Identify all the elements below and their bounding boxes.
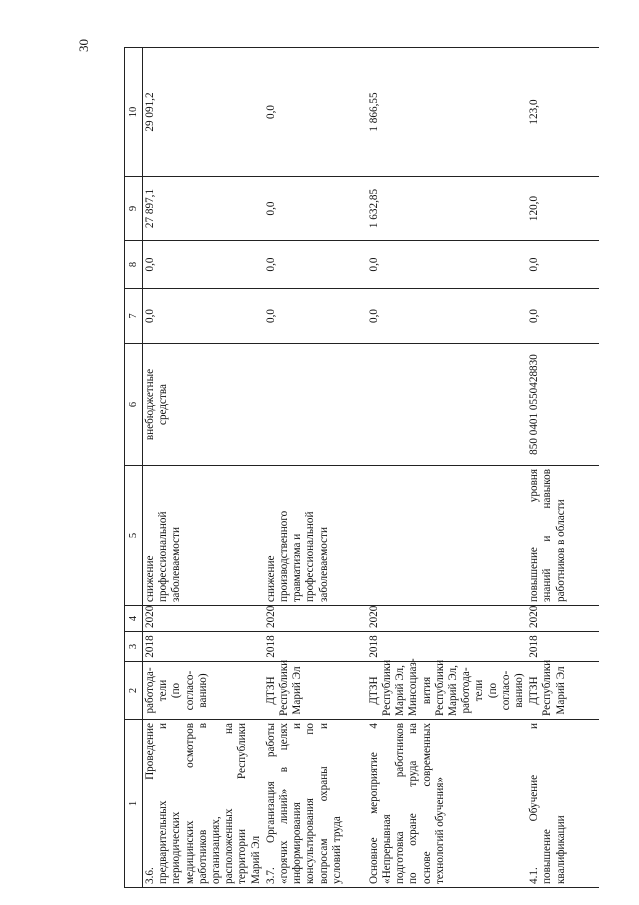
measure-name-cell-line: периодических — [170, 811, 183, 884]
measure-name-cell-line: вопросам охраны и — [317, 723, 330, 884]
expected-result-cell-line: производственного — [278, 510, 291, 602]
measure-name-cell-line: подготовка работников — [394, 723, 407, 884]
measure-name-cell — [264, 720, 367, 888]
measure-name-cell-line: 3.7. Организация работы — [264, 723, 277, 884]
measure-name-cell — [367, 720, 527, 888]
start-year-cell: 2018 — [527, 632, 599, 662]
measure-name-cell-line: Основное мероприятие 4 — [367, 723, 380, 884]
executor-cell-line: Марий Эл — [291, 666, 304, 715]
end-year-cell: 2020 — [367, 606, 527, 632]
header-cell: 4 — [125, 606, 143, 632]
executor-cell — [143, 662, 264, 720]
value-cell-10: 1 866,55 — [367, 48, 527, 177]
value-cell-10: 29 091,2 — [143, 48, 264, 177]
measure-name-cell-line: условий труда — [330, 816, 343, 884]
expected-result-cell-line: знаний и навыков — [541, 469, 554, 602]
measure-name-cell-line: 3.6. Проведение — [144, 723, 156, 884]
expected-result-cell — [264, 466, 367, 606]
measure-name-cell-line: квалификации — [554, 815, 567, 884]
measure-name-cell-line: «горячих линий» в целях — [278, 723, 291, 884]
end-year-cell: 2020 — [143, 606, 264, 632]
measure-name-cell-line: «Непрерывная — [381, 814, 394, 884]
expected-result-cell — [367, 466, 527, 606]
executor-cell-line: ДТЗН — [264, 676, 277, 705]
executor-cell-line: ванию) — [513, 673, 526, 708]
expected-result-cell-line: заболеваемости — [170, 527, 183, 602]
executor-cell — [264, 659, 367, 720]
header-cell: 10 — [125, 48, 143, 177]
page-number: 30 — [76, 39, 91, 52]
header-cell: 9 — [125, 177, 143, 241]
executor-cell-line: Марий Эл, — [394, 665, 407, 716]
measure-name-cell-line: консультирования по — [304, 723, 317, 884]
value-cell-8: 0,0 — [143, 241, 264, 289]
measure-name-cell-line: медицинских осмотров — [183, 723, 196, 884]
value-cell-8: 0,0 — [367, 241, 527, 289]
value-cell-10: 0,0 — [264, 48, 367, 177]
measure-name-cell-line: расположенных на — [223, 723, 236, 884]
value-cell-7: 0,0 — [264, 289, 367, 344]
executor-cell-line: Марий Эл — [554, 666, 567, 715]
header-cell: 7 — [125, 289, 143, 344]
measure-name-cell-line: информирования и — [291, 723, 304, 884]
measure-name-cell — [143, 720, 264, 888]
expected-result-cell-line: профессиональной — [157, 511, 170, 602]
measure-name-cell-line: организациях, — [210, 816, 223, 884]
value-cell-9: 27 897,1 — [143, 177, 264, 241]
executor-cell-line: Республики — [381, 659, 394, 716]
measure-name-cell-line: предварительных и — [157, 723, 170, 884]
executor-cell-line: Республики — [541, 659, 554, 716]
budget-code-cell-line: внебюджетные — [144, 368, 156, 441]
executor-cell-line: Республики — [433, 659, 446, 716]
start-year-cell: 2018 — [264, 632, 367, 662]
budget-code-cell-line: 850 0401 0550428830 — [528, 354, 541, 455]
table-row — [527, 48, 599, 888]
budget-code-cell-line: средства — [157, 383, 170, 426]
expected-result-cell — [527, 466, 599, 606]
value-cell-7: 0,0 — [367, 289, 527, 344]
header-cell: 8 — [125, 241, 143, 289]
executor-cell-line: (по согласо- — [170, 670, 196, 711]
executor-cell-line: вития — [420, 676, 433, 705]
measure-name-cell — [527, 720, 599, 888]
executor-cell-line: ванию) — [196, 673, 209, 708]
table-row — [264, 48, 367, 888]
budget-code-cell — [527, 344, 599, 466]
value-cell-7: 0,0 — [143, 289, 264, 344]
expected-result-cell — [143, 466, 264, 606]
expected-result-cell-line: травматизма и — [291, 533, 304, 602]
measure-name-cell-line: 4.1. Обучение и — [528, 723, 541, 884]
end-year-cell: 2020 — [264, 606, 367, 632]
measure-name-cell-line: основе современных — [420, 723, 433, 884]
measure-name-cell-line: по охране труда на — [407, 723, 420, 884]
executor-cell-line: тели — [473, 679, 486, 702]
budget-code-cell — [143, 344, 264, 466]
budget-code-cell — [264, 344, 367, 466]
expected-result-cell-line: профессиональной — [304, 511, 317, 602]
header-cell: 3 — [125, 632, 143, 662]
header-row — [125, 48, 143, 888]
header-cell: 5 — [125, 466, 143, 606]
executor-cell-line: работода- — [144, 667, 156, 714]
measure-name-cell-line: Марий Эл — [249, 835, 262, 884]
executor-cell-line: ДТЗН — [528, 676, 541, 705]
start-year-cell: 2018 — [367, 632, 527, 662]
value-cell-8: 0,0 — [527, 241, 599, 289]
expected-result-cell-line: повышение уровня — [528, 469, 541, 602]
value-cell-9: 1 632,85 — [367, 177, 527, 241]
rotated-page — [124, 48, 567, 888]
executor-cell-line: Марий Эл, — [447, 665, 460, 716]
value-cell-10: 123,0 — [527, 48, 599, 177]
measure-name-cell-line: работников в — [196, 723, 209, 884]
budget-code-cell — [367, 344, 527, 466]
value-cell-8: 0,0 — [264, 241, 367, 289]
expected-result-cell-line: работников в области — [554, 499, 567, 602]
executor-cell-line: работода- — [460, 667, 473, 714]
header-cell: 6 — [125, 344, 143, 466]
start-year-cell: 2018 — [143, 632, 264, 662]
executor-cell-line: ДТЗН — [367, 676, 380, 705]
program-table — [124, 47, 599, 888]
executor-cell-line: (по согласо- — [486, 670, 512, 711]
expected-result-cell-line: заболеваемости — [317, 527, 330, 602]
executor-cell-line: Минсоциаз- — [407, 658, 420, 716]
value-cell-7: 0,0 — [527, 289, 599, 344]
end-year-cell: 2020 — [527, 606, 599, 632]
table-row — [143, 48, 264, 888]
executor-cell-line: тели — [157, 679, 170, 702]
header-cell: 1 — [125, 720, 143, 888]
expected-result-cell-line: снижение — [144, 555, 156, 602]
table-row — [367, 48, 527, 888]
header-cell: 2 — [125, 662, 143, 720]
measure-name-cell-line: технологий обучения» — [433, 776, 446, 884]
measure-name-cell-line: территории Республики — [236, 723, 249, 884]
value-cell-9: 120,0 — [527, 177, 599, 241]
value-cell-9: 0,0 — [264, 177, 367, 241]
measure-name-cell-line: повышение — [541, 829, 554, 884]
executor-cell — [527, 659, 599, 720]
executor-cell-line: Республики — [278, 659, 291, 716]
executor-cell — [367, 658, 527, 720]
expected-result-cell-line: снижение — [264, 555, 277, 602]
